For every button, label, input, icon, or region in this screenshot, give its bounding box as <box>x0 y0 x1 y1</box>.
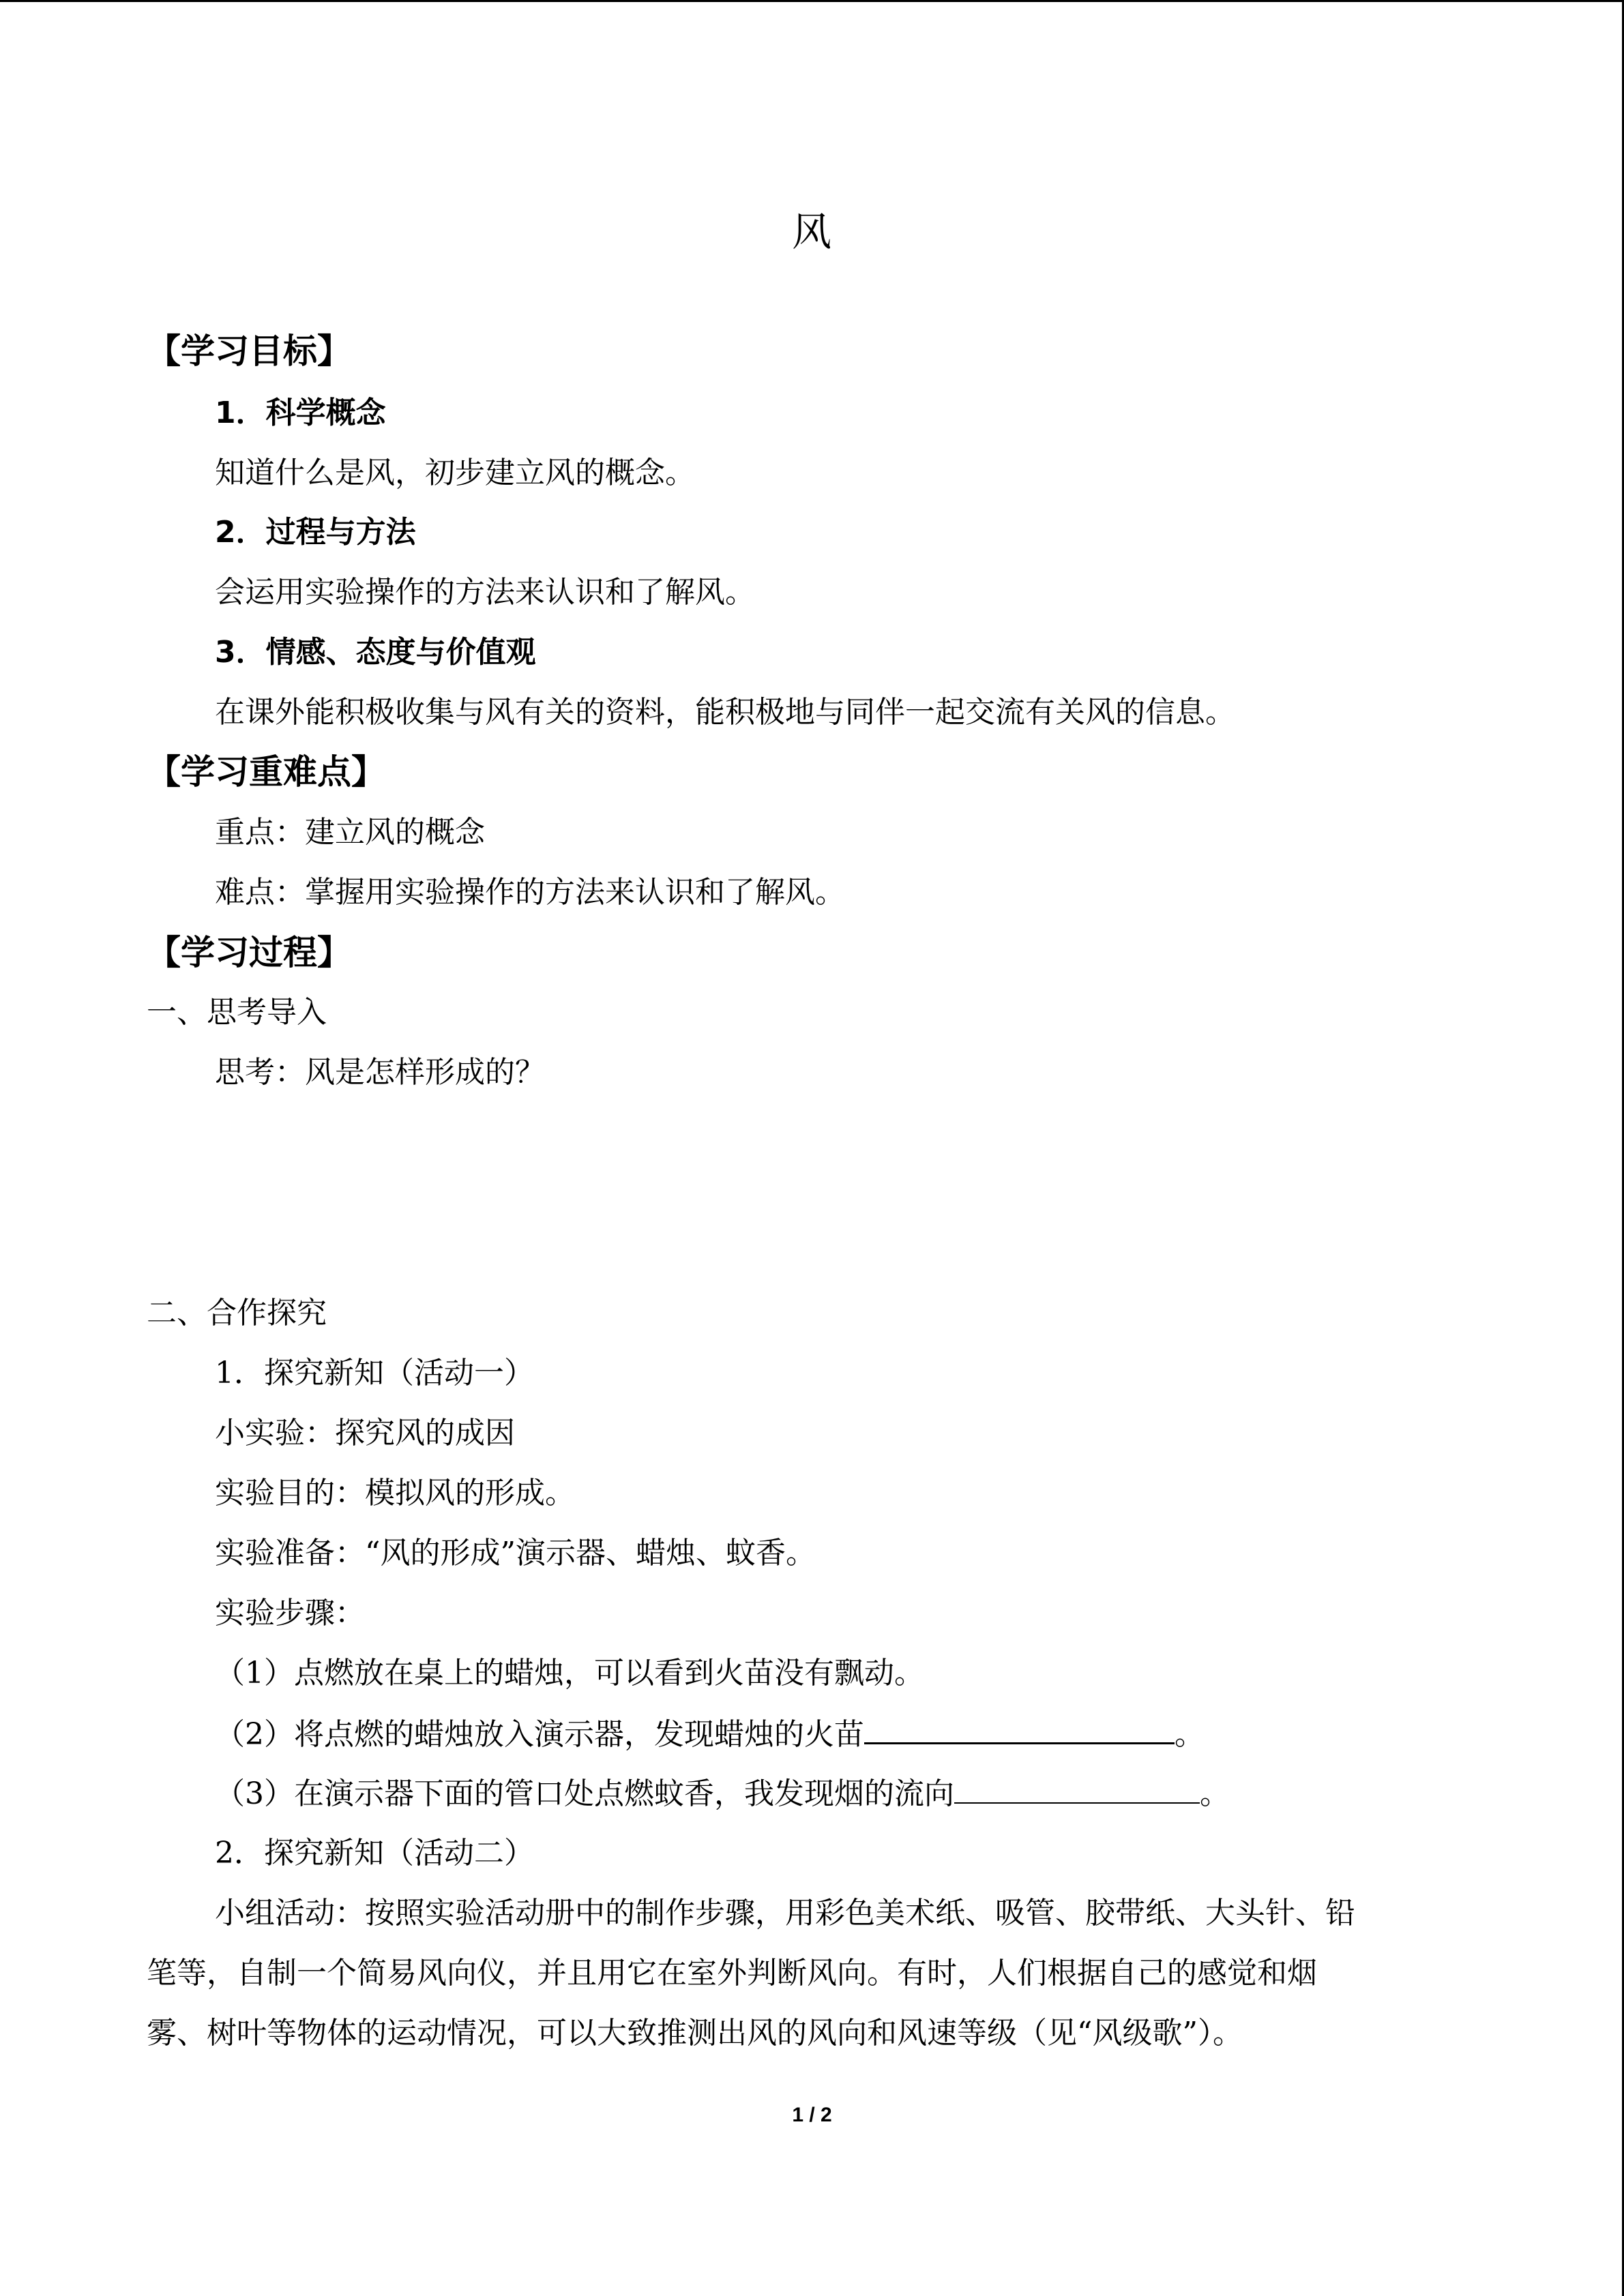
key-focus: 重点：建立风的概念 <box>215 815 485 850</box>
page-number: 1 / 2 <box>792 2104 832 2126</box>
activity1-steps-label: 实验步骤： <box>215 1596 365 1630</box>
page-title: 风 <box>791 209 831 255</box>
step2-text: （2）将点燃的蜡烛放入演示器，发现蜡烛的火苗 <box>215 1717 864 1752</box>
step3-text: （3）在演示器下面的管口处点燃蚊香，我发现烟的流向 <box>215 1776 954 1811</box>
top-border <box>0 0 1624 2</box>
part2-title: 二、合作探究 <box>147 1296 327 1330</box>
activity2-line2: 笔等，自制一个简易风向仪，并且用它在室外判断风向。有时，人们根据自己的感觉和烟 <box>147 1956 1317 1991</box>
objective-3-title: 3．情感、态度与价值观 <box>215 635 536 670</box>
objective-2-text: 会运用实验操作的方法来认识和了解风。 <box>215 575 755 610</box>
activity1-purpose: 实验目的：模拟风的形成。 <box>215 1476 575 1510</box>
heading-process: 【学习过程】 <box>147 933 351 972</box>
activity1-step1: （1）点燃放在桌上的蜡烛，可以看到火苗没有飘动。 <box>215 1656 924 1690</box>
activity1-experiment: 小实验：探究风的成因 <box>215 1416 515 1450</box>
activity1-step2 <box>215 1712 1205 1756</box>
activity1-prep: 实验准备：“风的形成”演示器、蜡烛、蚊香。 <box>215 1536 816 1570</box>
objective-2-title: 2．过程与方法 <box>215 515 416 550</box>
activity2-line1: 小组活动：按照实验活动册中的制作步骤，用彩色美术纸、吸管、胶带纸、大头针、铅 <box>215 1896 1355 1930</box>
part1-question: 思考：风是怎样形成的？ <box>215 1055 545 1090</box>
objective-3-text: 在课外能积极收集与风有关的资料，能积极地与同伴一起交流有关风的信息。 <box>215 695 1235 730</box>
heading-objectives: 【学习目标】 <box>147 331 351 371</box>
objective-1-text: 知道什么是风，初步建立风的概念。 <box>215 456 695 490</box>
step3-answer-blank[interactable] <box>954 1772 1200 1804</box>
activity1-step3 <box>215 1772 1230 1815</box>
step2-end: 。 <box>1175 1717 1205 1752</box>
key-difficulty: 难点：掌握用实验操作的方法来认识和了解风。 <box>215 875 845 910</box>
activity2-title: 2．探究新知（活动二） <box>215 1836 534 1870</box>
part1-title: 一、思考导入 <box>147 995 327 1030</box>
step2-answer-blank[interactable] <box>864 1712 1175 1744</box>
activity2-line3: 雾、树叶等物体的运动情况，可以大致推测出风的风向和风速等级（见“风级歌”）。 <box>147 2016 1243 2051</box>
step3-end: 。 <box>1200 1776 1230 1811</box>
activity1-title: 1．探究新知（活动一） <box>215 1356 534 1390</box>
heading-key-points: 【学习重难点】 <box>147 752 385 792</box>
objective-1-title: 1．科学概念 <box>215 396 386 430</box>
